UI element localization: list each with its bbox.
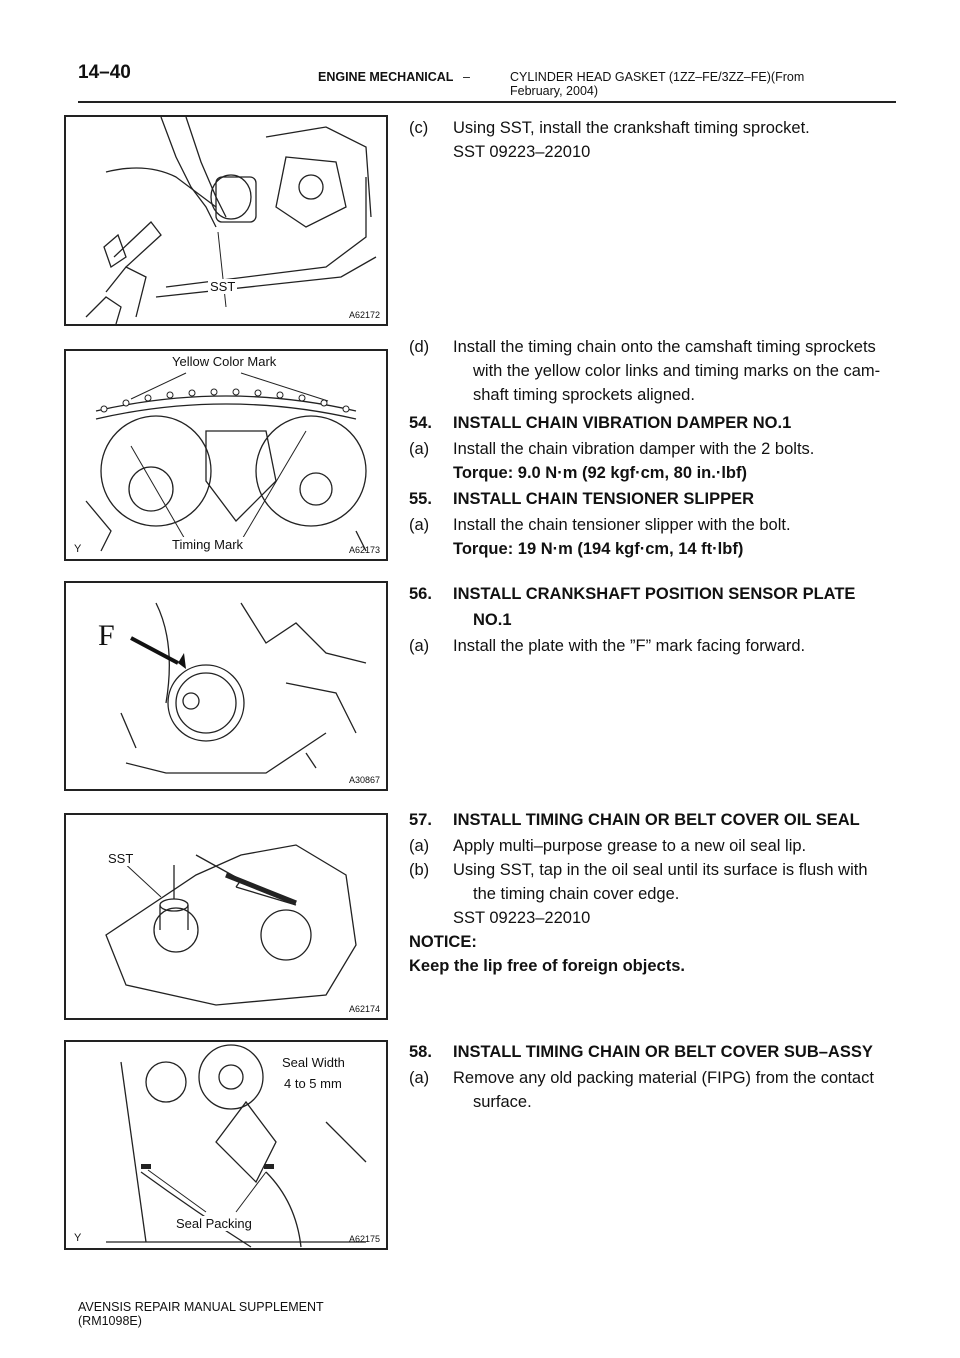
notice-text: Keep the lip free of foreign objects. (409, 957, 685, 975)
step-number: (b) (409, 861, 430, 879)
chapter-title: CYLINDER HEAD GASKET (1ZZ–FE/3ZZ–FE)(From February, 2004) (510, 70, 805, 98)
figure-seal-packing (64, 1040, 388, 1250)
step-text: shaft timing sprockets aligned. (473, 386, 695, 404)
step-number: 54. (409, 414, 432, 432)
figure-code: A30867 (348, 775, 380, 785)
footer (78, 1300, 324, 1328)
step-heading: NO.1 (473, 611, 512, 629)
step-number: (c) (409, 119, 429, 137)
figure-code: A62175 (348, 1234, 380, 1244)
footer-manual-name: AVENSIS REPAIR MANUAL SUPPLEMENT (78, 1300, 324, 1314)
figure-oil-seal (64, 813, 388, 1020)
step-number: 55. (409, 490, 432, 508)
figure-code: A62173 (348, 545, 380, 555)
figure-sensor-plate (64, 581, 388, 791)
label-seal-width: Seal Width (282, 1055, 345, 1070)
label-seal-width-value: 4 to 5 mm (284, 1076, 342, 1091)
view-indicator: Y (74, 1232, 82, 1244)
step-number: (a) (409, 1069, 430, 1087)
step-text: Using SST, tap in the oil seal until its surface is flush with (453, 861, 868, 879)
step-number: (a) (409, 637, 430, 655)
step-number: (a) (409, 440, 430, 458)
label-seal-packing: Seal Packing (176, 1216, 252, 1231)
label-sst: SST (210, 279, 236, 294)
step-heading: INSTALL CHAIN VIBRATION DAMPER NO.1 (453, 414, 792, 432)
step-number: (a) (409, 837, 430, 855)
step-text: Install the plate with the ”F” mark facing forward. (453, 637, 806, 655)
step-text: with the yellow color links and timing marks on the cam- (473, 362, 881, 380)
oil-seal-illustration (66, 815, 386, 1018)
figure-code: A62174 (348, 1004, 380, 1014)
timing-chain-illustration (66, 351, 386, 559)
figure-crankshaft-sprocket (64, 115, 388, 326)
step-heading: INSTALL CHAIN TENSIONER SLIPPER (453, 490, 754, 508)
letter-f-mark: F (98, 619, 115, 652)
torque-spec: Torque: 9.0 N·m (92 kgf·cm, 80 in.·lbf) (453, 464, 747, 482)
step-number: (a) (409, 516, 430, 534)
header-rule (78, 101, 896, 103)
step-text: Install the chain vibration damper with the 2 bolts. (453, 440, 815, 458)
footer-manual-code: (RM1098E) (78, 1314, 142, 1328)
label-yellow-color-mark: Yellow Color Mark (172, 354, 277, 369)
sensor-plate-illustration (66, 583, 386, 789)
step-text: Install the timing chain onto the camshaft timing sprockets (453, 338, 876, 356)
step-number: 57. (409, 811, 432, 829)
label-timing-mark: Timing Mark (172, 537, 244, 552)
step-text: Install the chain tensioner slipper with the bolt. (453, 516, 791, 534)
view-indicator: Y (74, 543, 82, 555)
sst-number: SST 09223–22010 (453, 143, 591, 161)
step-number: 56. (409, 585, 432, 603)
figure-code: A62172 (348, 310, 380, 320)
sst-number: SST 09223–22010 (453, 909, 591, 927)
step-text: Using SST, install the crankshaft timing sprocket. (453, 119, 810, 137)
notice-heading: NOTICE: (409, 933, 477, 951)
step-heading: INSTALL TIMING CHAIN OR BELT COVER OIL SEAL (453, 811, 860, 829)
page-number: 14–40 (78, 62, 131, 83)
step-text: Apply multi–purpose grease to a new oil seal lip. (453, 837, 807, 855)
step-text: surface. (473, 1093, 532, 1111)
step-number: 58. (409, 1043, 432, 1061)
step-number: (d) (409, 338, 430, 356)
step-text: the timing chain cover edge. (473, 885, 680, 903)
figure-timing-chain (64, 349, 388, 561)
header-dash: – (463, 70, 470, 84)
torque-spec: Torque: 19 N·m (194 kgf·cm, 14 ft·lbf) (453, 540, 744, 558)
step-heading: INSTALL CRANKSHAFT POSITION SENSOR PLATE (453, 585, 856, 603)
step-heading: INSTALL TIMING CHAIN OR BELT COVER SUB–ASSY (453, 1043, 873, 1061)
label-sst: SST (108, 851, 134, 866)
section-title: ENGINE MECHANICAL (318, 70, 454, 84)
step-text: Remove any old packing material (FIPG) from the contact (453, 1069, 874, 1087)
